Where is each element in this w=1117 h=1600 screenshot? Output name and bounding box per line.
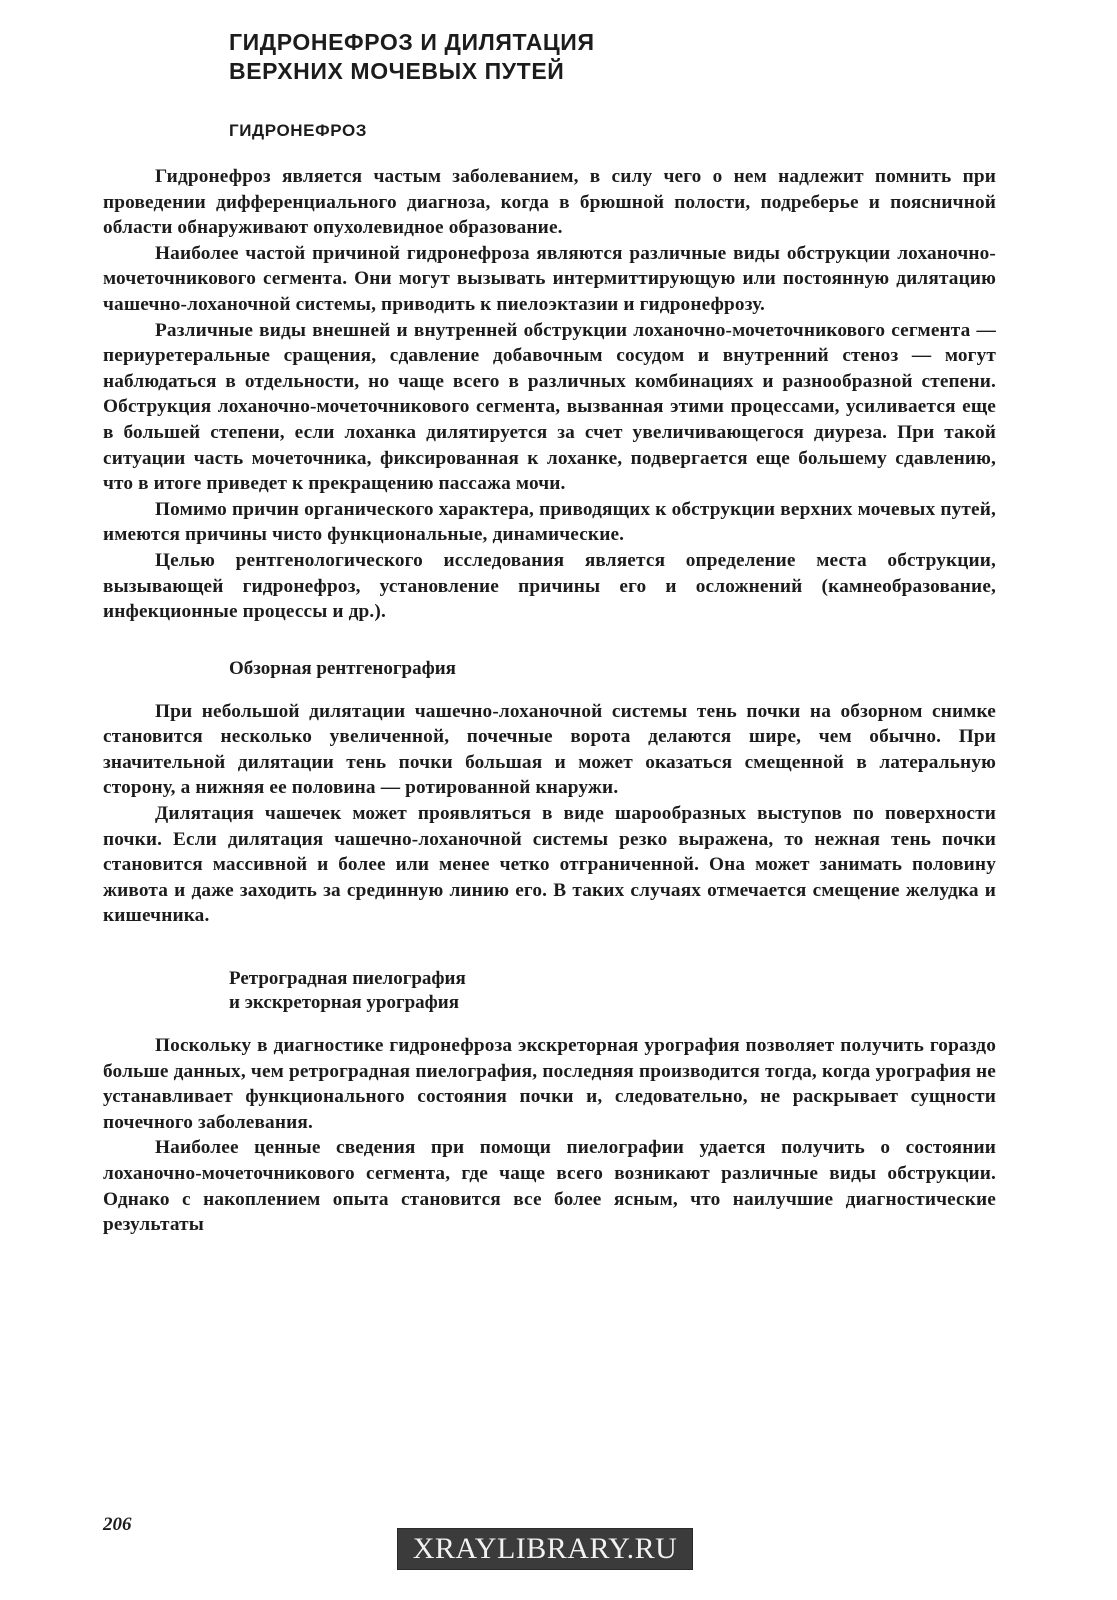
chapter-title [229, 28, 996, 86]
subsection-heading-line: Обзорная рентгенография [229, 657, 456, 679]
section-heading: ГИДРОНЕФРОЗ [229, 121, 368, 140]
section-body [103, 164, 996, 625]
paragraph: Различные виды внешней и внутренней обструкции лоханочно-мочеточникового сегмента — периуретеральные сращения, сдавление добавочным сосудом и внутренний стеноз — могут наблюдаться в отдельности, но чаще всего в различных комбинациях и разнообразной степени. Обструкция лоханочно-мочеточникового сегмента, вызванная этими процессами, усиливается еще в большей степени, если лоханка дилятируется за счет увеличивающегося диуреза. При такой ситуации часть мочеточника, фиксированная к лоханке, подвергается еще большему сдавлению, что в итоге приведет к прекращению пассажа мочи. [103, 319, 996, 495]
paragraph: Поскольку в диагностике гидронефроза экскреторная урография позволяет получить гораздо больше данных, чем ретроградная пиелография, последняя производится тогда, когда урография не устанавливает функционального состояния почки и, следовательно, не раскрывает сущности почечного заболевания. [103, 1035, 996, 1133]
chapter-title-line-2: ВЕРХНИХ МОЧЕВЫХ ПУТЕЙ [229, 58, 565, 84]
page-number: 206 [103, 1514, 132, 1535]
subsection-heading-line: Ретроградная пиелография [229, 968, 466, 990]
paragraph: Целью рентгенологического исследования является определение места обструкции, вызывающей гидронефроз, установление причины его и осложнений (камнеобразование, инфекционные процессы и др.). [103, 549, 996, 623]
page-content [103, 28, 996, 1238]
subsection-heading-line: и экскреторная урография [229, 992, 460, 1014]
watermark-banner: XRAYLIBRARY.RU [397, 1528, 693, 1570]
section-body [103, 1033, 996, 1238]
section-hydronephrosis [103, 120, 996, 625]
subsection-heading [229, 657, 996, 681]
paragraph: Наиболее частой причиной гидронефроза являются различные виды обструкции лоханочно-мочеточникового сегмента. Они могут вызывать интермиттирующую или постоянную дилятацию чашечно-лоханочной системы, приводить к пиелоэктазии и гидронефрозу. [103, 242, 996, 315]
chapter-title-line-1: ГИДРОНЕФРОЗ И ДИЛЯТАЦИЯ [229, 29, 595, 55]
section-retrograde-pyelography [103, 967, 996, 1238]
section-plain-radiography [103, 657, 996, 929]
paragraph: Наиболее ценные сведения при помощи пиелографии удается получить о состоянии лоханочно-мочеточникового сегмента, где чаще всего возникают различные виды обструкции. Однако с накоплением опыта становится все более ясным, что наилучшие диагностические результаты [103, 1137, 996, 1236]
subsection-heading [229, 967, 996, 1015]
paragraph: Помимо причин органического характера, приводящих к обструкции верхних мочевых путей, имеются причины чисто функциональные, динамические. [103, 498, 996, 546]
paragraph: При небольшой дилятации чашечно-лоханочной системы тень почки на обзорном снимке становится несколько увеличенной, почечные ворота делаются шире, чем обычно. При значительной дилятации тень почки большая и может оказаться смещенной в латеральную сторону, а нижняя ее половина — ротированной кнаружи. [103, 700, 996, 799]
paragraph: Дилятация чашечек может проявляться в виде шарообразных выступов по поверхности почки. Если дилятация чашечно-лоханочной системы резко выражена, то нежная тень почки становится массивной и более или менее четко отграниченной. Она может занимать половину живота и даже заходить за срединную линию его. В таких случаях отмечается смещение желудка и кишечника. [103, 803, 996, 927]
section-body [103, 699, 996, 929]
paragraph: Гидронефроз является частым заболеванием, в силу чего о нем надлежит помнить при проведении дифференциального диагноза, когда в брюшной полости, подреберье и поясничной области обнаруживают опухолевидное образование. [103, 166, 996, 239]
